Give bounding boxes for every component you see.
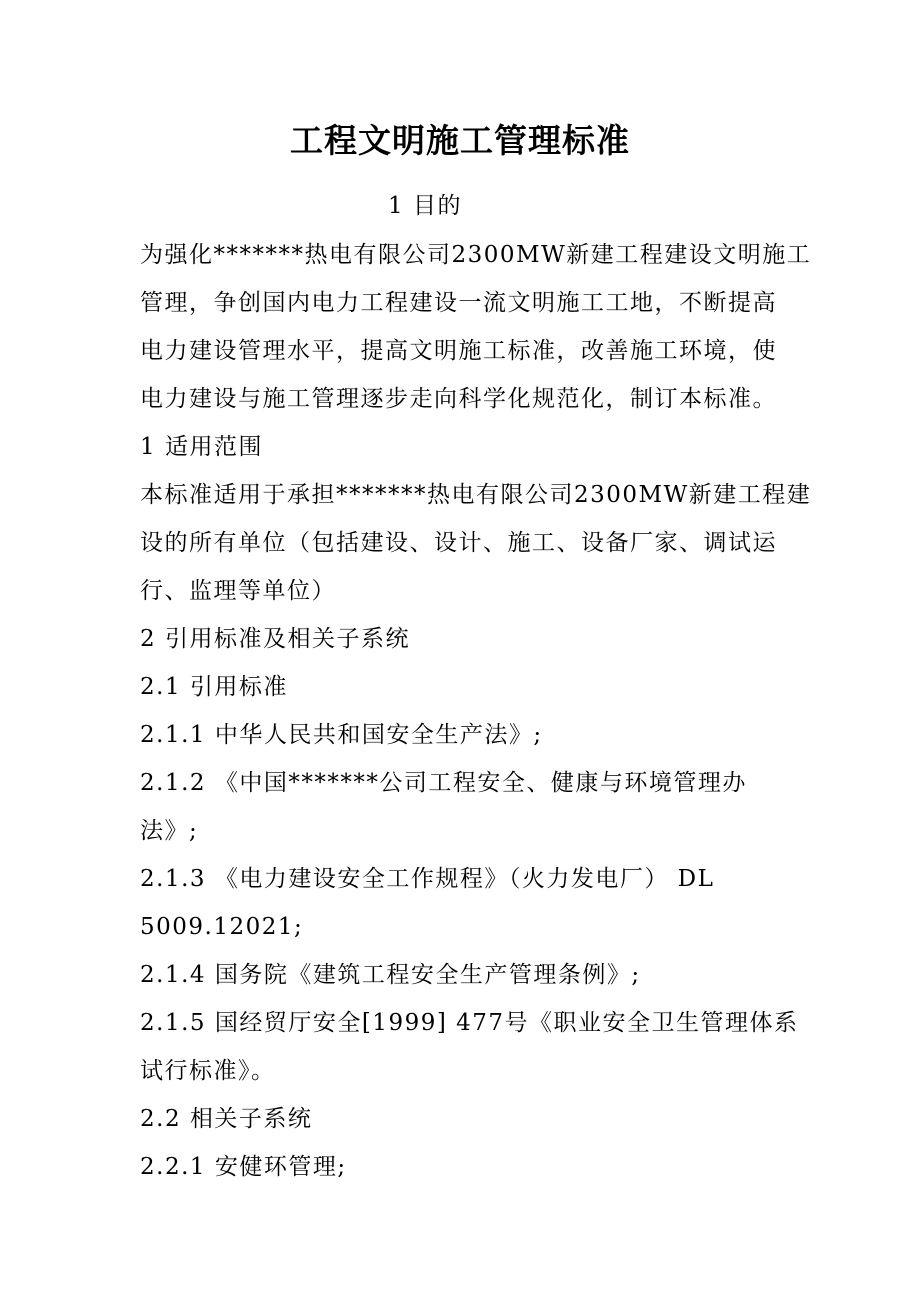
list-item: 2.1.5 国经贸厅安全[1999] 477号《职业安全卫生管理体系: [140, 1010, 799, 1036]
paragraph-line: 为强化*******热电有限公司2300MW新建工程建设文明施工: [140, 242, 812, 268]
list-item-continuation: 试行标准》。: [140, 1058, 276, 1084]
section-heading-purpose: 1 目的: [388, 193, 462, 219]
list-item: 2.1.2 《中国*******公司工程安全、健康与环境管理办: [140, 770, 747, 796]
paragraph-line: 行、监理等单位）: [140, 578, 336, 604]
paragraph-line: 管理，争创国内电力工程建设一流文明施工工地，不断提高: [140, 290, 777, 316]
list-item: 2.1.1 中华人民共和国安全生产法》;: [140, 722, 543, 748]
paragraph-line: 电力建设与施工管理逐步走向科学化规范化，制订本标准。: [140, 386, 777, 412]
section-heading-references: 2 引用标准及相关子系统: [140, 626, 410, 652]
subsection-heading: 2.2 相关子系统: [140, 1106, 313, 1132]
section-heading-scope: 1 适用范围: [140, 434, 263, 460]
list-item: 2.2.1 安健环管理;: [140, 1154, 347, 1180]
list-item: 2.1.3 《电力建设安全工作规程》（火力发电厂） DL: [140, 866, 715, 892]
paragraph-line: 设的所有单位（包括建设、设计、施工、设备厂家、调试运: [140, 530, 777, 556]
list-item: 2.1.4 国务院《建筑工程安全生产管理条例》;: [140, 962, 641, 988]
paragraph-line: 本标准适用于承担*******热电有限公司2300MW新建工程建: [140, 482, 812, 508]
list-item-continuation: 5009.12021;: [140, 914, 304, 940]
paragraph-line: 电力建设管理水平，提高文明施工标准，改善施工环境，使: [140, 338, 777, 364]
list-item-continuation: 法》;: [140, 818, 199, 844]
document-title: 工程文明施工管理标准: [290, 121, 630, 160]
subsection-heading: 2.1 引用标准: [140, 674, 288, 700]
